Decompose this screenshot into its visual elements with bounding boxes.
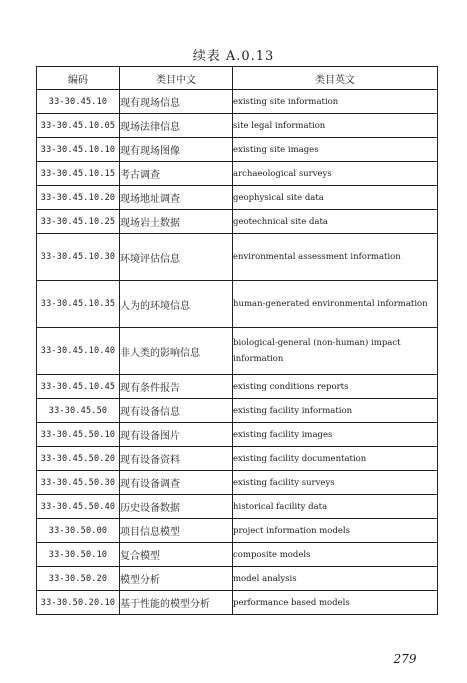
table-row [37, 210, 438, 234]
cell-code: 33-30.45.50.20 [37, 447, 120, 471]
cell-code: 33-30.45.50.30 [37, 471, 120, 495]
header-chinese-name: 类目中文 [120, 67, 233, 90]
cell-english-name: human-generated environmental information [233, 281, 438, 328]
table-row [37, 138, 438, 162]
table-row [37, 543, 438, 567]
table-row [37, 375, 438, 399]
table-row [37, 399, 438, 423]
cell-chinese-name: 现有现场信息 [120, 90, 233, 114]
header-english-name: 类目英文 [233, 67, 438, 90]
classification-table [36, 66, 438, 615]
cell-chinese-name: 模型分析 [120, 567, 233, 591]
cell-english-name: existing site images [233, 138, 438, 162]
cell-code: 33-30.45.10.10 [37, 138, 120, 162]
table-row [37, 471, 438, 495]
cell-chinese-name: 非人类的影响信息 [120, 328, 233, 375]
table-row [37, 328, 438, 375]
table-row [37, 114, 438, 138]
cell-code: 33-30.45.10.20 [37, 186, 120, 210]
table-row [37, 447, 438, 471]
cell-code: 33-30.45.50 [37, 399, 120, 423]
cell-code: 33-30.50.20.10 [37, 591, 120, 615]
cell-english-name: site legal information [233, 114, 438, 138]
table-row [37, 567, 438, 591]
cell-english-name: biological-general (non-human) impact information [233, 328, 438, 375]
table-row [37, 186, 438, 210]
cell-english-name: existing conditions reports [233, 375, 438, 399]
cell-english-name: archaeological surveys [233, 162, 438, 186]
cell-chinese-name: 复合模型 [120, 543, 233, 567]
cell-code: 33-30.45.10.30 [37, 234, 120, 281]
cell-code: 33-30.50.00 [37, 519, 120, 543]
cell-chinese-name: 现有设备信息 [120, 399, 233, 423]
cell-english-name: existing facility images [233, 423, 438, 447]
header-code: 编码 [37, 67, 120, 90]
cell-english-name: geotechnical site data [233, 210, 438, 234]
cell-chinese-name: 现有设备调查 [120, 471, 233, 495]
cell-chinese-name: 人为的环境信息 [120, 281, 233, 328]
cell-code: 33-30.50.10 [37, 543, 120, 567]
cell-code: 33-30.45.10 [37, 90, 120, 114]
table-row [37, 90, 438, 114]
cell-code: 33-30.45.10.45 [37, 375, 120, 399]
cell-code: 33-30.45.10.40 [37, 328, 120, 375]
cell-english-name: composite models [233, 543, 438, 567]
table-row [37, 591, 438, 615]
table-title: 续表 A.0.13 [192, 49, 275, 64]
cell-chinese-name: 现有条件报告 [120, 375, 233, 399]
cell-chinese-name: 现有设备图片 [120, 423, 233, 447]
cell-chinese-name: 环境评估信息 [120, 234, 233, 281]
cell-english-name: existing facility surveys [233, 471, 438, 495]
cell-code: 33-30.45.10.35 [37, 281, 120, 328]
cell-code: 33-30.45.10.05 [37, 114, 120, 138]
cell-chinese-name: 历史设备数据 [120, 495, 233, 519]
cell-english-name: geophysical site data [233, 186, 438, 210]
cell-english-name: existing site information [233, 90, 438, 114]
cell-code: 33-30.45.50.10 [37, 423, 120, 447]
cell-english-name: existing facility information [233, 399, 438, 423]
cell-code: 33-30.50.20 [37, 567, 120, 591]
cell-chinese-name: 基于性能的模型分析 [120, 591, 233, 615]
table-header-row [37, 67, 438, 90]
table-row [37, 162, 438, 186]
cell-english-name: historical facility data [233, 495, 438, 519]
cell-english-name: project information models [233, 519, 438, 543]
cell-english-name: model analysis [233, 567, 438, 591]
table-row [37, 281, 438, 328]
cell-chinese-name: 现场岩土数据 [120, 210, 233, 234]
table-row [37, 495, 438, 519]
cell-chinese-name: 现有现场图像 [120, 138, 233, 162]
cell-chinese-name: 现场法律信息 [120, 114, 233, 138]
cell-code: 33-30.45.50.40 [37, 495, 120, 519]
cell-code: 33-30.45.10.15 [37, 162, 120, 186]
table-row [37, 234, 438, 281]
cell-code: 33-30.45.10.25 [37, 210, 120, 234]
cell-chinese-name: 现场地址调查 [120, 186, 233, 210]
cell-chinese-name: 项目信息模型 [120, 519, 233, 543]
cell-english-name: existing facility documentation [233, 447, 438, 471]
table-row [37, 519, 438, 543]
cell-chinese-name: 现有设备资料 [120, 447, 233, 471]
page-number: 279 [393, 652, 417, 666]
cell-english-name: environmental assessment information [233, 234, 438, 281]
cell-chinese-name: 考古调查 [120, 162, 233, 186]
cell-english-name: performance based models [233, 591, 438, 615]
table-row [37, 423, 438, 447]
